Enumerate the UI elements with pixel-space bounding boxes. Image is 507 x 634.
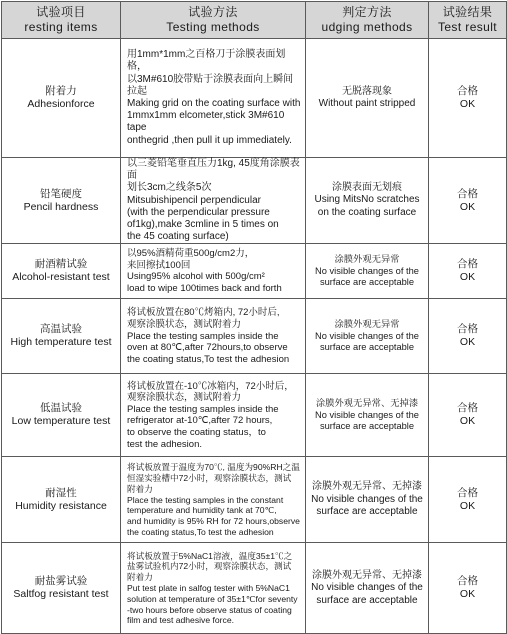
table-row <box>2 374 507 457</box>
test-item-cell: 高温试验 High temperature test <box>2 299 121 374</box>
test-item-cell: 耐酒精试验 Alcohol-resistant test <box>2 244 121 299</box>
test-method-cell: 将试板放置在80℃烤箱内, 72小时后, 观察涂膜状态，测试附着力 Place the testing samples inside the oven at 80℃,after 72hours,to observe the coating status,To test the adhesion <box>121 299 306 374</box>
header-row <box>2 2 507 39</box>
test-item-cell: 附着力 Adhesionforce <box>2 39 121 158</box>
judging-method-cell: 涂膜外观无异常、无掉漆 No visible changes of the surface are acceptable <box>306 374 429 457</box>
judging-method-cell: 涂膜外观无异常 No visible changes of the surface are acceptable <box>306 244 429 299</box>
table-row <box>2 244 507 299</box>
judging-method-cell: 无脱落现象 Without paint stripped <box>306 39 429 158</box>
header-testing-items: 试验项目 resting items <box>2 2 121 39</box>
test-result-cell: 合格 OK <box>429 457 507 543</box>
test-result-cell: 合格 OK <box>429 543 507 634</box>
judging-method-cell: 涂膜外观无异常 No visible changes of the surface are acceptable <box>306 299 429 374</box>
test-result-cell: 合格 OK <box>429 244 507 299</box>
header-judging-methods: 判定方法 udging methods <box>306 2 429 39</box>
test-method-cell: 将试板放置于温度为70℃, 温度为90%RH之温 恒湿实验槽中72小时，观察涂膜状态，测试 附着力 Place the testing samples in the constant temperature and humidity tank at 70℃, and humidity is 95% RH for 72 hours,observe the coating status,To test the adhesion <box>121 457 306 543</box>
judging-method-cell: 涂膜外观无异常、无掉漆 No visible changes of the surface are acceptable <box>306 543 429 634</box>
test-method-cell: 以95%酒精荷重500g/cm2力， 来回擦拭100回 Using95% alcohol with 500g/cm² load to wipe 100times back and forth <box>121 244 306 299</box>
table-row <box>2 158 507 244</box>
test-result-cell: 合格 OK <box>429 374 507 457</box>
test-method-cell: 将试板放置于5%NaC1溶液，温度35±1℃之 盐雾试验机内72小时，观察涂膜状态，测试 附着力 Put test plate in salfog tester with 5%NaC1 solution at temperature of 35±1℃for seventy -two hours before observe status of coating film and test adhesive force. <box>121 543 306 634</box>
table-row <box>2 299 507 374</box>
test-item-cell: 低温试验 Low temperature test <box>2 374 121 457</box>
test-method-cell: 用1mm*1mm之百格刀于涂膜表面划格， 以3M#610胶带贴于涂膜表面向上瞬间 拉起 Making grid on the coating surface with 1mmx1mm elcometer,stick 3M#610 tape onthegrid ,then pull it up immediately. <box>121 39 306 158</box>
test-item-cell: 耐湿性 Humidity resistance <box>2 457 121 543</box>
table-row <box>2 457 507 543</box>
test-results-table <box>1 1 507 634</box>
test-item-cell: 耐盐雾试验 Saltfog resistant test <box>2 543 121 634</box>
header-test-result: 试验结果 Test result <box>429 2 507 39</box>
judging-method-cell: 涂膜外观无异常、无掉漆 No visible changes of the surface are acceptable <box>306 457 429 543</box>
header-testing-methods: 试验方法 Testing methods <box>121 2 306 39</box>
table-row <box>2 543 507 634</box>
test-item-cell: 铅笔硬度 Pencil hardness <box>2 158 121 244</box>
test-result-cell: 合格 OK <box>429 39 507 158</box>
test-method-cell: 将试板放置在-10℃冰箱内，72小时后， 观察涂膜状态，测试附着力 Place the testing samples inside the refrigerator at-10℃,after 72 hours, to observe the coating status，to test the adhesion. <box>121 374 306 457</box>
judging-method-cell: 涂膜表面无划痕 Using MitsNo scratches on the coating surface <box>306 158 429 244</box>
test-result-cell: 合格 OK <box>429 299 507 374</box>
test-result-cell: 合格 OK <box>429 158 507 244</box>
table-row <box>2 39 507 158</box>
test-method-cell: 以三菱铅笔垂直压力1kg, 45度角涂膜表面 划长3cm之线条5次 Mitsubishipencil perpendicular (with the perpendicular pressure of1kg),make 3cmline in 5 times on the 45 coating surface) <box>121 158 306 244</box>
